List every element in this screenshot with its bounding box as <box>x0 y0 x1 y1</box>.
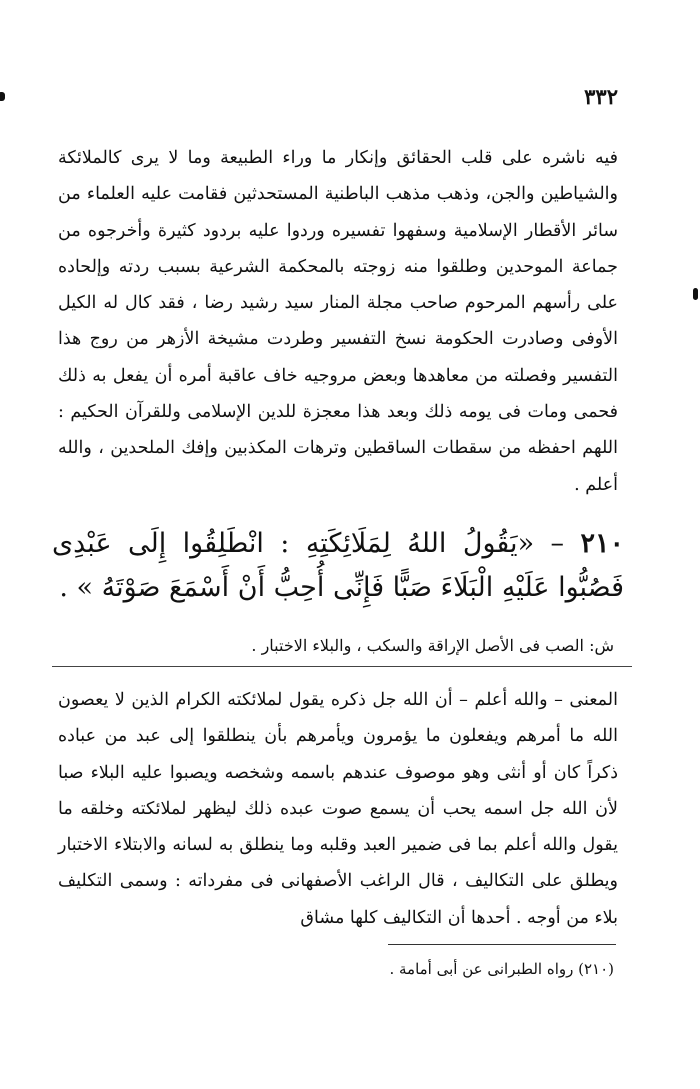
hadith-text <box>52 522 624 610</box>
margin-mark-middle <box>693 288 698 300</box>
footnote: (٢١٠) رواه الطبرانى عن أبى أمامة . <box>389 960 614 978</box>
explanation-line: ش: الصب فى الأصل الإراقة والسكب ، والبلاء الاختبار . <box>251 636 614 655</box>
commentary-paragraph: فيه ناشره على قلب الحقائق وإنكار ما وراء الطبيعة وما لا يرى كالملائكة والشياطين والجن، وذهب مذهب الباطنية المستحدثين فقامت عليه العلماء من سائر الأقطار الإسلامية وسفهوا تفسيره وردوا عليه بردود كثيرة وأخرجوه من جماعة الموحدين وطلقوا منه زوجته بالمحكمة الشرعية بسبب ردته وإلحاده على رأسهم المرحوم صاحب مجلة المنار سيد رشيد رضا ، فقد كال له الكيل الأوفى وصادرت الحكومة نسخ التفسير وطردت مشيخة الأزهر من روج هذا التفسير وفصلته من معاهدها وبعض مروجيه خاف عاقبة أمره أن يفعل به ذلك فحمى ومات فى يومه ذلك وبعد هذا معجزة للدين الإسلامى وللقرآن الحكيم : اللهم احفظه من سقطات الساقطين وترهات المكذبين وإفك الملحدين ، والله أعلم . <box>58 148 618 495</box>
margin-mark-top <box>0 92 5 101</box>
hadith-number: ٢١٠ <box>580 528 624 559</box>
page-number: ٣٣٢ <box>584 84 618 109</box>
section-divider <box>52 666 632 667</box>
hadith-body: «يَقُولُ اللهُ لِمَلَائِكَتِهِ : انْطَلِقُوا إِلَى عَبْدِى فَصُبُّوا عَلَيْهِ الْبَلَاءَ صَبًّا فَإِنِّى أُحِبُّ أَنْ أَسْمَعَ صَوْتَهُ » . <box>52 528 624 603</box>
footnote-rule <box>388 944 616 945</box>
hadith-dash: – <box>550 528 565 559</box>
meaning-paragraph: المعنى – والله أعلم – أن الله جل ذكره يقول لملائكته الكرام الذين لا يعصون الله ما أمرهم ويفعلون ما يؤمرون ويأمرهم بأن ينطلقوا إلى عبد من عباده ذكراً كان أو أنثى وهو موصوف عندهم باسمه وشخصه ويصبوا عليه البلاء صبا لأن الله جل اسمه يحب أن يسمع صوت عبده ذلك ليظهر لملائكته وخلقه ما يقول والله أعلم بما فى ضمير العبد وقلبه وما ينطلق به لسانه والابتلاء الاختبار ويطلق على التكاليف ، قال الراغب الأصفهانى فى مفرداته : وسمى التكليف بلاء من أوجه . أحدها أن التكاليف كلها مشاق <box>58 690 618 928</box>
